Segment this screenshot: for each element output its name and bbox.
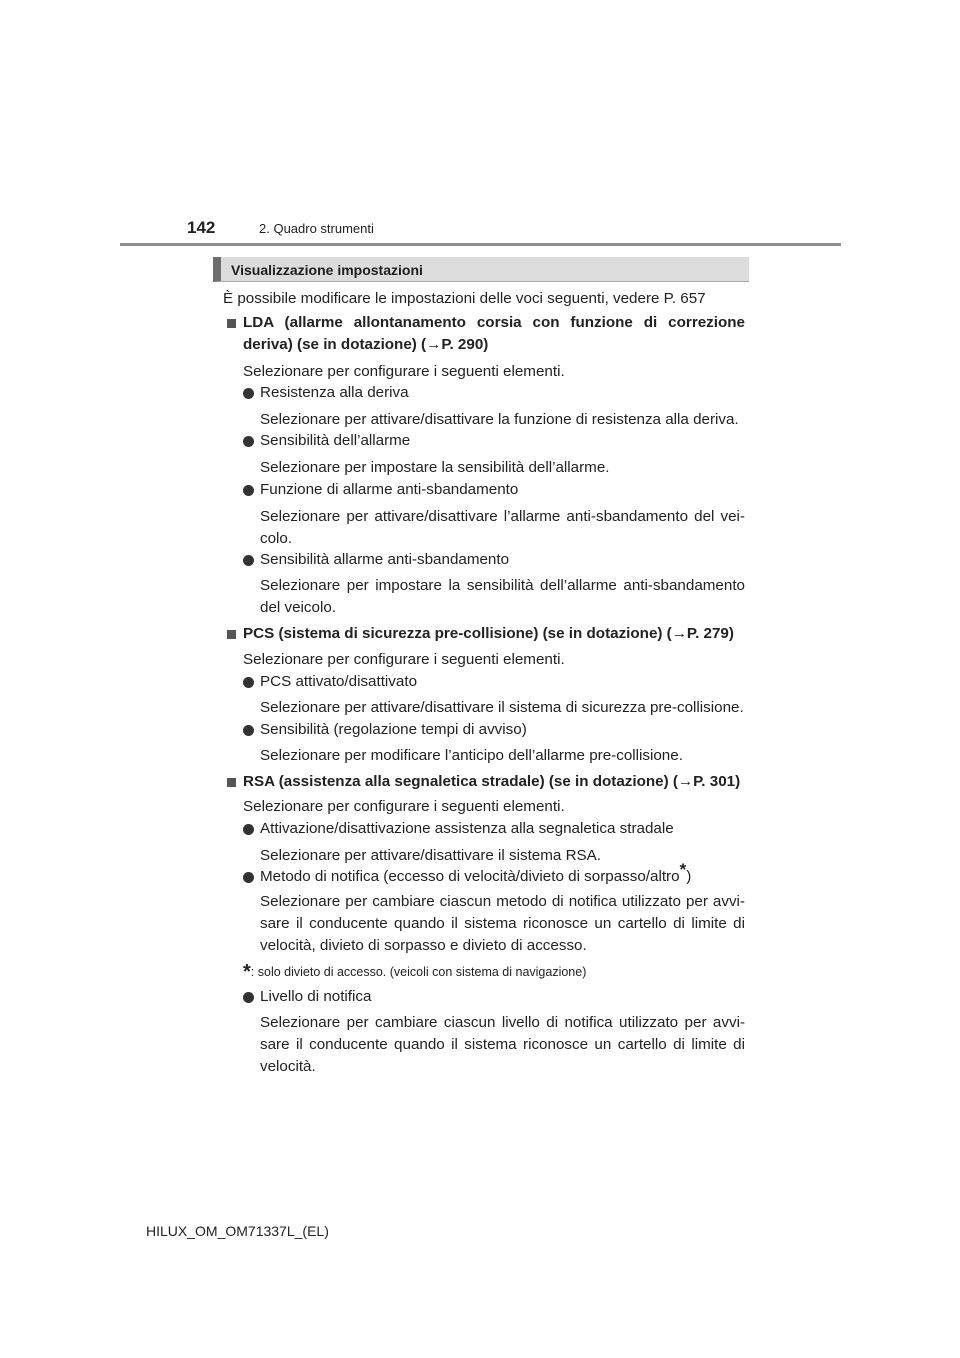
list-item-label: Metodo di notifica (eccesso di velocità/divieto di sorpasso/altro*) — [260, 859, 692, 885]
lda-select-text: Selezionare per configurare i seguenti elementi. — [243, 363, 565, 380]
bullet-dot-icon — [243, 436, 254, 447]
arrow-icon: → — [426, 336, 442, 353]
list-item-desc: Selezionare per cambiare ciascun livello di notifica utilizzato per avvi- — [260, 1014, 745, 1031]
list-item-desc: Selezionare per attivare/disattivare la funzione di resistenza alla deriva. — [260, 411, 739, 428]
list-item-label: Funzione di allarme anti-sbandamento — [260, 481, 519, 498]
document-code: HILUX_OM_OM71337L_(EL) — [146, 1223, 329, 1239]
square-bullet-icon — [227, 630, 236, 639]
list-item-desc-cont: velocità. — [260, 1058, 316, 1075]
list-item-desc: Selezionare per cambiare ciascun metodo di notifica utilizzato per avvi- — [260, 893, 745, 910]
list-item-desc: Selezionare per attivare/disattivare il sistema di sicurezza pre-collisione. — [260, 699, 744, 716]
list-item-desc: Selezionare per impostare la sensibilità dell’allarme. — [260, 459, 610, 476]
lda-page-link[interactable]: P. 290) — [441, 336, 489, 353]
list-item-desc-cont: del veicolo. — [260, 599, 336, 616]
lda-title: LDA (allarme allontanamento corsia con funzione di correzione — [243, 314, 745, 331]
footnote: *: solo divieto di accesso. (veicoli con sistema di navigazione) — [243, 961, 587, 983]
bullet-dot-icon — [243, 992, 254, 1003]
asterisk-mark: * — [243, 961, 251, 983]
list-item-desc-cont: colo. — [260, 530, 293, 547]
bullet-dot-icon — [243, 388, 254, 399]
list-item-label: Attivazione/disattivazione assistenza alla segnaletica stradale — [260, 820, 674, 837]
list-item-desc: Selezionare per attivare/disattivare il sistema RSA. — [260, 847, 602, 864]
rsa-select-text: Selezionare per configurare i seguenti elementi. — [243, 798, 565, 815]
list-item-desc: Selezionare per impostare la sensibilità dell’allarme anti-sbandamento — [260, 577, 745, 594]
bullet-dot-icon — [243, 677, 254, 688]
list-item-desc-cont: sare il conducente quando il sistema riconosce un cartello di limite di — [260, 915, 745, 932]
chapter-title: 2. Quadro strumenti — [259, 221, 374, 236]
pcs-select-text: Selezionare per configurare i seguenti elementi. — [243, 651, 565, 668]
bullet-dot-icon — [243, 485, 254, 496]
bullet-dot-icon — [243, 555, 254, 566]
bullet-dot-icon — [243, 725, 254, 736]
lda-title-line2: deriva) (se in dotazione) (→P. 290) — [243, 336, 489, 353]
list-item-desc: Selezionare per attivare/disattivare l’allarme anti-sbandamento del vei- — [260, 508, 745, 525]
list-item-label: Resistenza alla deriva — [260, 384, 409, 401]
list-item-label: Sensibilità (regolazione tempi di avviso) — [260, 721, 527, 738]
bullet-dot-icon — [243, 824, 254, 835]
arrow-icon: → — [671, 625, 687, 642]
list-item-label: PCS attivato/disattivato — [260, 673, 418, 690]
square-bullet-icon — [227, 778, 236, 787]
list-item-desc-cont: sare il conducente quando il sistema riconosce un cartello di limite di — [260, 1036, 745, 1053]
pcs-title: PCS (sistema di sicurezza pre-collisione) (se in dotazione) (→P. 279) — [243, 625, 734, 642]
section-title: Visualizzazione impostazioni — [231, 262, 423, 278]
rsa-page-link[interactable]: P. 301) — [693, 773, 741, 790]
list-item-desc-cont: velocità, divieto di sorpasso e divieto di accesso. — [260, 937, 587, 954]
section-title-bar — [213, 257, 749, 282]
pcs-page-link[interactable]: P. 279) — [686, 625, 734, 642]
list-item-label: Sensibilità allarme anti-sbandamento — [260, 551, 510, 568]
list-item-desc: Selezionare per modificare l’anticipo dell’allarme pre-collisione. — [260, 747, 683, 764]
arrow-icon: → — [677, 773, 694, 790]
intro-text: È possibile modificare le impostazioni delle voci seguenti, vedere P. 657 — [223, 290, 706, 307]
list-item-label: Sensibilità dell’allarme — [260, 432, 411, 449]
square-bullet-icon — [227, 319, 236, 328]
list-item-label: Livello di notifica — [260, 988, 372, 1005]
rsa-title: RSA (assistenza alla segnaletica stradale) (se in dotazione) (→P. 301) — [243, 773, 741, 790]
header-rule — [120, 243, 841, 246]
asterisk-mark: * — [679, 859, 687, 879]
page-number: 142 — [187, 218, 216, 237]
bullet-dot-icon — [243, 872, 254, 883]
